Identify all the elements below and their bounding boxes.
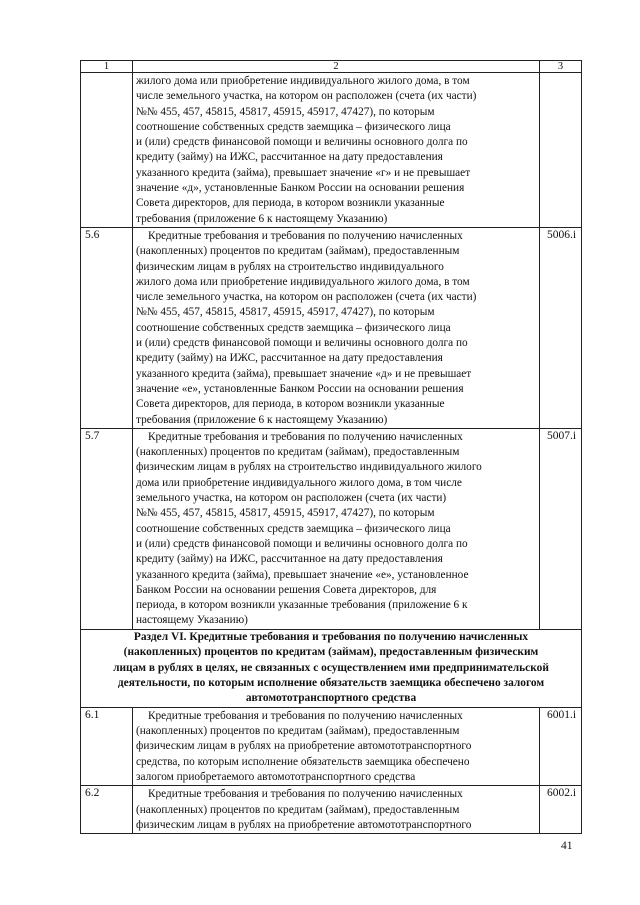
text-line: (накопленных) процентов по кредитам (займам), предоставленным (136, 245, 460, 258)
header-col-3: 3 (540, 61, 582, 73)
row-text (133, 786, 540, 834)
row-number: 5.7 (81, 428, 133, 629)
text-line: Кредитные требования и требования по получению начисленных (148, 229, 463, 242)
text-line: кредиту (займу) на ИЖС, рассчитанное на дату предоставления (136, 553, 443, 566)
text-line: Совета директоров, для периода, в котором возникли указанные (136, 197, 445, 210)
row-code: 6001.i (540, 707, 582, 785)
text-line: кредиту (займу) на ИЖС, рассчитанное на дату предоставления (136, 151, 443, 164)
text-line: №№ 455, 457, 45815, 45817, 45915, 45917, 47427), по которым (136, 306, 435, 319)
rows-section-5 (81, 227, 582, 629)
section-heading-line: автомототранспортного средства (245, 692, 417, 705)
text-line: требования (приложение 6 к настоящему Указанию) (136, 413, 388, 426)
row-text (133, 707, 540, 785)
text-line: указанного кредита (займа), превышает значение «е», установленное (136, 568, 469, 581)
text-line: физическим лицам в рублях на строительство индивидуального жилого (136, 461, 482, 474)
text-line: соотношение собственных средств заемщика – физического лица (136, 120, 451, 133)
text-line: средства, по которым исполнение обязательств заемщика обеспечено (136, 755, 470, 768)
section-heading-line: деятельности, по которым исполнение обязательств заемщика обеспечено залогом (117, 676, 545, 689)
header-col-2: 2 (133, 61, 540, 73)
text-line: кредиту (займу) на ИЖС, рассчитанное на дату предоставления (136, 352, 443, 365)
row-number (81, 73, 133, 228)
table-header-row (81, 61, 582, 73)
text-line: жилого дома или приобретение индивидуального жилого дома, в том (136, 75, 470, 87)
table-row (81, 786, 582, 834)
text-line: физическим лицам в рублях на приобретение автомототранспортного (136, 818, 472, 831)
row-code (540, 73, 582, 228)
rows-section-6 (81, 707, 582, 833)
row-code: 6002.i (540, 786, 582, 834)
page-number: 41 (561, 840, 573, 852)
text-line: соотношение собственных средств заемщика – физического лица (136, 321, 451, 334)
text-line: физическим лицам в рублях на строительство индивидуального (136, 260, 444, 273)
text-line: соотношение собственных средств заемщика – физического лица (136, 522, 451, 535)
text-line: значение «е», установленные Банком России на основании решения (136, 382, 464, 395)
text-line: указанного кредита (займа), превышает значение «г» и не превышает (136, 166, 471, 179)
row-number: 6.1 (81, 707, 133, 785)
text-line: Кредитные требования и требования по получению начисленных (148, 788, 463, 801)
table-row (81, 227, 582, 428)
text-line: жилого дома или приобретение индивидуального жилого дома, в том (136, 275, 470, 288)
text-line: указанного кредита (займа), превышает значение «д» и не превышает (136, 367, 472, 380)
text-line: дома или приобретение индивидуального жилого дома, в том числе (136, 476, 462, 489)
row-number: 5.6 (81, 227, 133, 428)
row-text (133, 428, 540, 629)
text-line: и (или) средств финансовой помощи и величины основного долга по (136, 337, 468, 350)
section-heading (81, 629, 582, 707)
text-line: №№ 455, 457, 45815, 45817, 45915, 45917, 47427), по которым (136, 507, 435, 520)
continuation-text (133, 73, 540, 228)
text-line: земельного участка, на котором он расположен (счета (их части) (136, 492, 447, 505)
document-table (80, 60, 582, 834)
table-row (81, 428, 582, 629)
header-col-1: 1 (81, 61, 133, 73)
text-line: числе земельного участка, на котором он расположен (счета (их части) (136, 90, 477, 103)
text-line: и (или) средств финансовой помощи и величины основного долга по (136, 537, 468, 550)
text-line: Кредитные требования и требования по получению начисленных (148, 709, 463, 722)
text-line: значение «д», установленные Банком России на основании решения (136, 182, 465, 195)
row-code: 5006.i (540, 227, 582, 428)
text-line: физическим лицам в рублях на приобретение автомототранспортного (136, 740, 472, 753)
text-line: (накопленных) процентов по кредитам (займам), предоставленным (136, 803, 460, 816)
text-line: (накопленных) процентов по кредитам (займам), предоставленным (136, 725, 460, 738)
section-heading-line: Раздел VI. Кредитные требования и требования по получению начисленных (133, 630, 529, 643)
text-line: периода, в котором возникли указанные требования (приложение 6 к (136, 599, 468, 612)
row-number: 6.2 (81, 786, 133, 834)
continuation-row (81, 73, 582, 228)
text-line: Банком России на основании решения Совета директоров, для (136, 583, 437, 596)
text-line: Совета директоров, для периода, в котором возникли указанные (136, 398, 445, 411)
text-line: (накопленных) процентов по кредитам (займам), предоставленным (136, 446, 460, 459)
section-heading-line: (накопленных) процентов по кредитам (займам), предоставленным физическим (123, 646, 539, 659)
row-text (133, 227, 540, 428)
row-code: 5007.i (540, 428, 582, 629)
text-line: №№ 455, 457, 45815, 45817, 45915, 45917, 47427), по которым (136, 105, 435, 118)
text-line: Кредитные требования и требования по получению начисленных (148, 430, 463, 443)
table-row (81, 707, 582, 785)
text-line: требования (приложение 6 к настоящему Указанию) (136, 212, 388, 225)
text-line: и (или) средств финансовой помощи и величины основного долга по (136, 136, 468, 149)
section-heading-line: лицам в рублях в целях, не связанных с осуществлением ими предпринимательской (113, 661, 549, 674)
text-line: числе земельного участка, на котором он расположен (счета (их части) (136, 291, 477, 304)
section-heading-row (81, 629, 582, 707)
text-line: залогом приобретаемого автомототранспортного средства (136, 770, 416, 783)
text-line: настоящему Указанию) (136, 614, 248, 627)
